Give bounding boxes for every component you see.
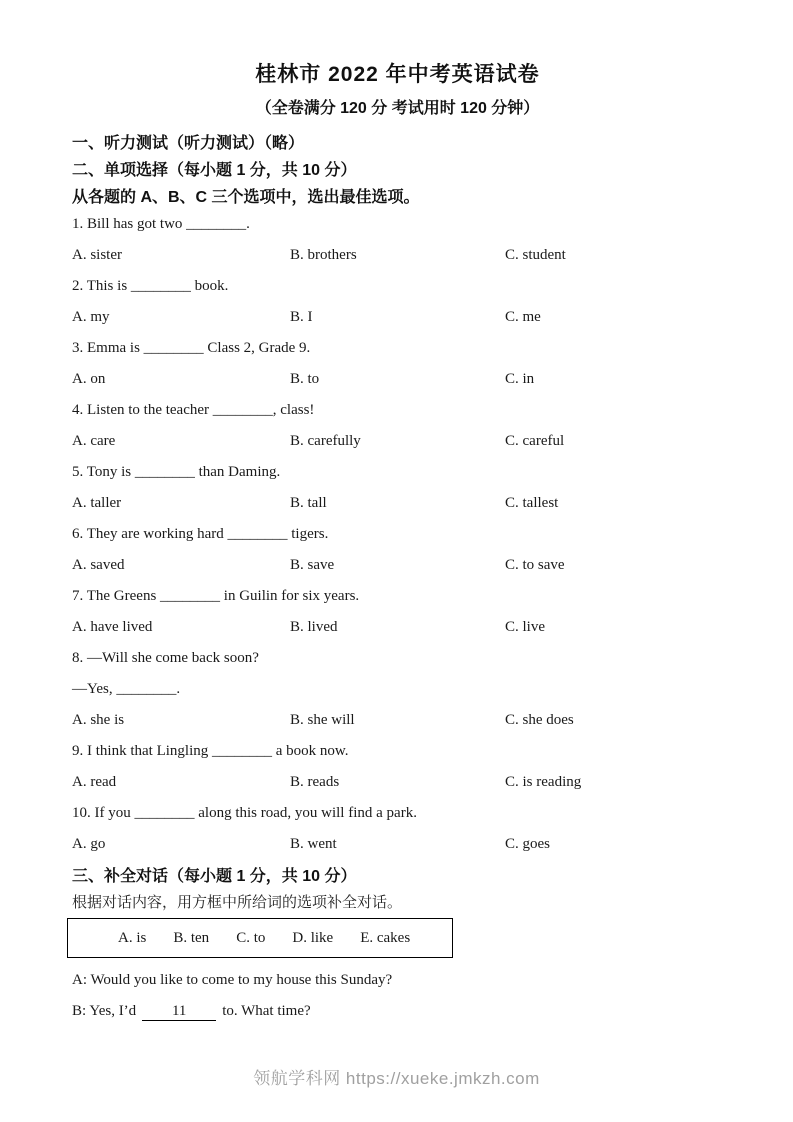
watermark: 领航学科网 https://xueke.jmkzh.com bbox=[253, 1069, 540, 1088]
question-7 bbox=[72, 581, 723, 643]
question-8 bbox=[72, 643, 723, 736]
option-c: C. in bbox=[505, 371, 535, 387]
word-bank-item-a: A. is bbox=[118, 929, 147, 946]
question-10 bbox=[72, 798, 723, 860]
question-4 bbox=[72, 395, 723, 457]
dialogue-line-b-suffix: to. What time? bbox=[222, 1003, 311, 1019]
question-options bbox=[72, 705, 723, 736]
option-a: A. sister bbox=[72, 247, 122, 263]
option-b: B. lived bbox=[290, 619, 338, 635]
question-stem: 2. This is ________ book. bbox=[72, 278, 229, 294]
option-c: C. tallest bbox=[505, 495, 559, 511]
question-options bbox=[72, 426, 723, 457]
option-c: C. student bbox=[505, 247, 566, 263]
option-a: A. saved bbox=[72, 557, 125, 573]
option-c: C. me bbox=[505, 309, 541, 325]
paper-subtitle: （全卷满分 120 分 考试用时 120 分钟） bbox=[255, 100, 540, 117]
question-options bbox=[72, 767, 723, 798]
dialogue-line-b bbox=[72, 996, 723, 1027]
option-b: B. reads bbox=[290, 774, 340, 790]
option-c: C. is reading bbox=[505, 774, 582, 790]
option-a: A. she is bbox=[72, 712, 125, 728]
word-bank-item-c: C. to bbox=[236, 929, 266, 946]
option-c: C. live bbox=[505, 619, 545, 635]
question-options bbox=[72, 488, 723, 519]
section-3-heading: 三、补全对话（每小题 1 分，共 10 分） bbox=[72, 867, 357, 885]
paper-title: 桂林市 2022 年中考英语试卷 bbox=[255, 63, 540, 86]
question-stem: 7. The Greens ________ in Guilin for six years. bbox=[72, 588, 360, 604]
option-b: B. carefully bbox=[290, 433, 361, 449]
option-b: B. brothers bbox=[290, 247, 357, 263]
option-c: C. goes bbox=[505, 836, 550, 852]
question-stem-line2: —Yes, ________. bbox=[72, 681, 181, 697]
option-a: A. care bbox=[72, 433, 116, 449]
dialogue-line-a: A: Would you like to come to my house this Sunday? bbox=[72, 972, 393, 988]
option-b: B. she will bbox=[290, 712, 355, 728]
section-1-heading: 一、听力测试（听力测试）（略） bbox=[72, 135, 305, 152]
question-stem: 1. Bill has got two ________. bbox=[72, 216, 250, 232]
question-stem: 5. Tony is ________ than Daming. bbox=[72, 464, 281, 480]
option-b: B. I bbox=[290, 309, 313, 325]
question-9 bbox=[72, 736, 723, 798]
dialogue-line-b-prefix: B: Yes, I’d bbox=[72, 1003, 137, 1019]
option-c: C. she does bbox=[505, 712, 574, 728]
question-2 bbox=[72, 271, 723, 333]
question-stem: 6. They are working hard ________ tigers. bbox=[72, 526, 329, 542]
option-a: A. have lived bbox=[72, 619, 153, 635]
option-b: B. went bbox=[290, 836, 337, 852]
word-bank-item-d: D. like bbox=[292, 929, 334, 946]
section-3-instruction: 根据对话内容，用方框中所给词的选项补全对话。 bbox=[72, 895, 403, 911]
option-a: A. my bbox=[72, 309, 110, 325]
question-1 bbox=[72, 209, 723, 271]
option-a: A. taller bbox=[72, 495, 122, 511]
question-3 bbox=[72, 333, 723, 395]
word-bank-box bbox=[67, 918, 453, 958]
option-b: B. save bbox=[290, 557, 335, 573]
word-bank-item-e: E. cakes bbox=[360, 929, 411, 946]
word-bank-item-b: B. ten bbox=[173, 929, 210, 946]
question-6 bbox=[72, 519, 723, 581]
section-2-heading: 二、单项选择（每小题 1 分，共 10 分） bbox=[72, 162, 357, 179]
option-c: C. to save bbox=[505, 557, 565, 573]
question-options bbox=[72, 829, 723, 860]
option-c: C. careful bbox=[505, 433, 565, 449]
question-5 bbox=[72, 457, 723, 519]
question-stem: 4. Listen to the teacher ________, class! bbox=[72, 402, 315, 418]
option-a: A. on bbox=[72, 371, 106, 387]
question-options bbox=[72, 612, 723, 643]
blank-11: 11 bbox=[142, 1003, 216, 1021]
section-2-instruction: 从各题的 A、B、C 三个选项中，选出最佳选项。 bbox=[72, 189, 420, 206]
option-a: A. read bbox=[72, 774, 117, 790]
question-stem: 8. —Will she come back soon? bbox=[72, 650, 259, 666]
question-options bbox=[72, 364, 723, 395]
option-b: B. tall bbox=[290, 495, 327, 511]
question-stem: 9. I think that Lingling ________ a book now. bbox=[72, 743, 349, 759]
question-options bbox=[72, 240, 723, 271]
question-options bbox=[72, 302, 723, 333]
question-stem: 10. If you ________ along this road, you will find a park. bbox=[72, 805, 417, 821]
option-a: A. go bbox=[72, 836, 106, 852]
question-options bbox=[72, 550, 723, 581]
question-stem: 3. Emma is ________ Class 2, Grade 9. bbox=[72, 340, 311, 356]
option-b: B. to bbox=[290, 371, 320, 387]
